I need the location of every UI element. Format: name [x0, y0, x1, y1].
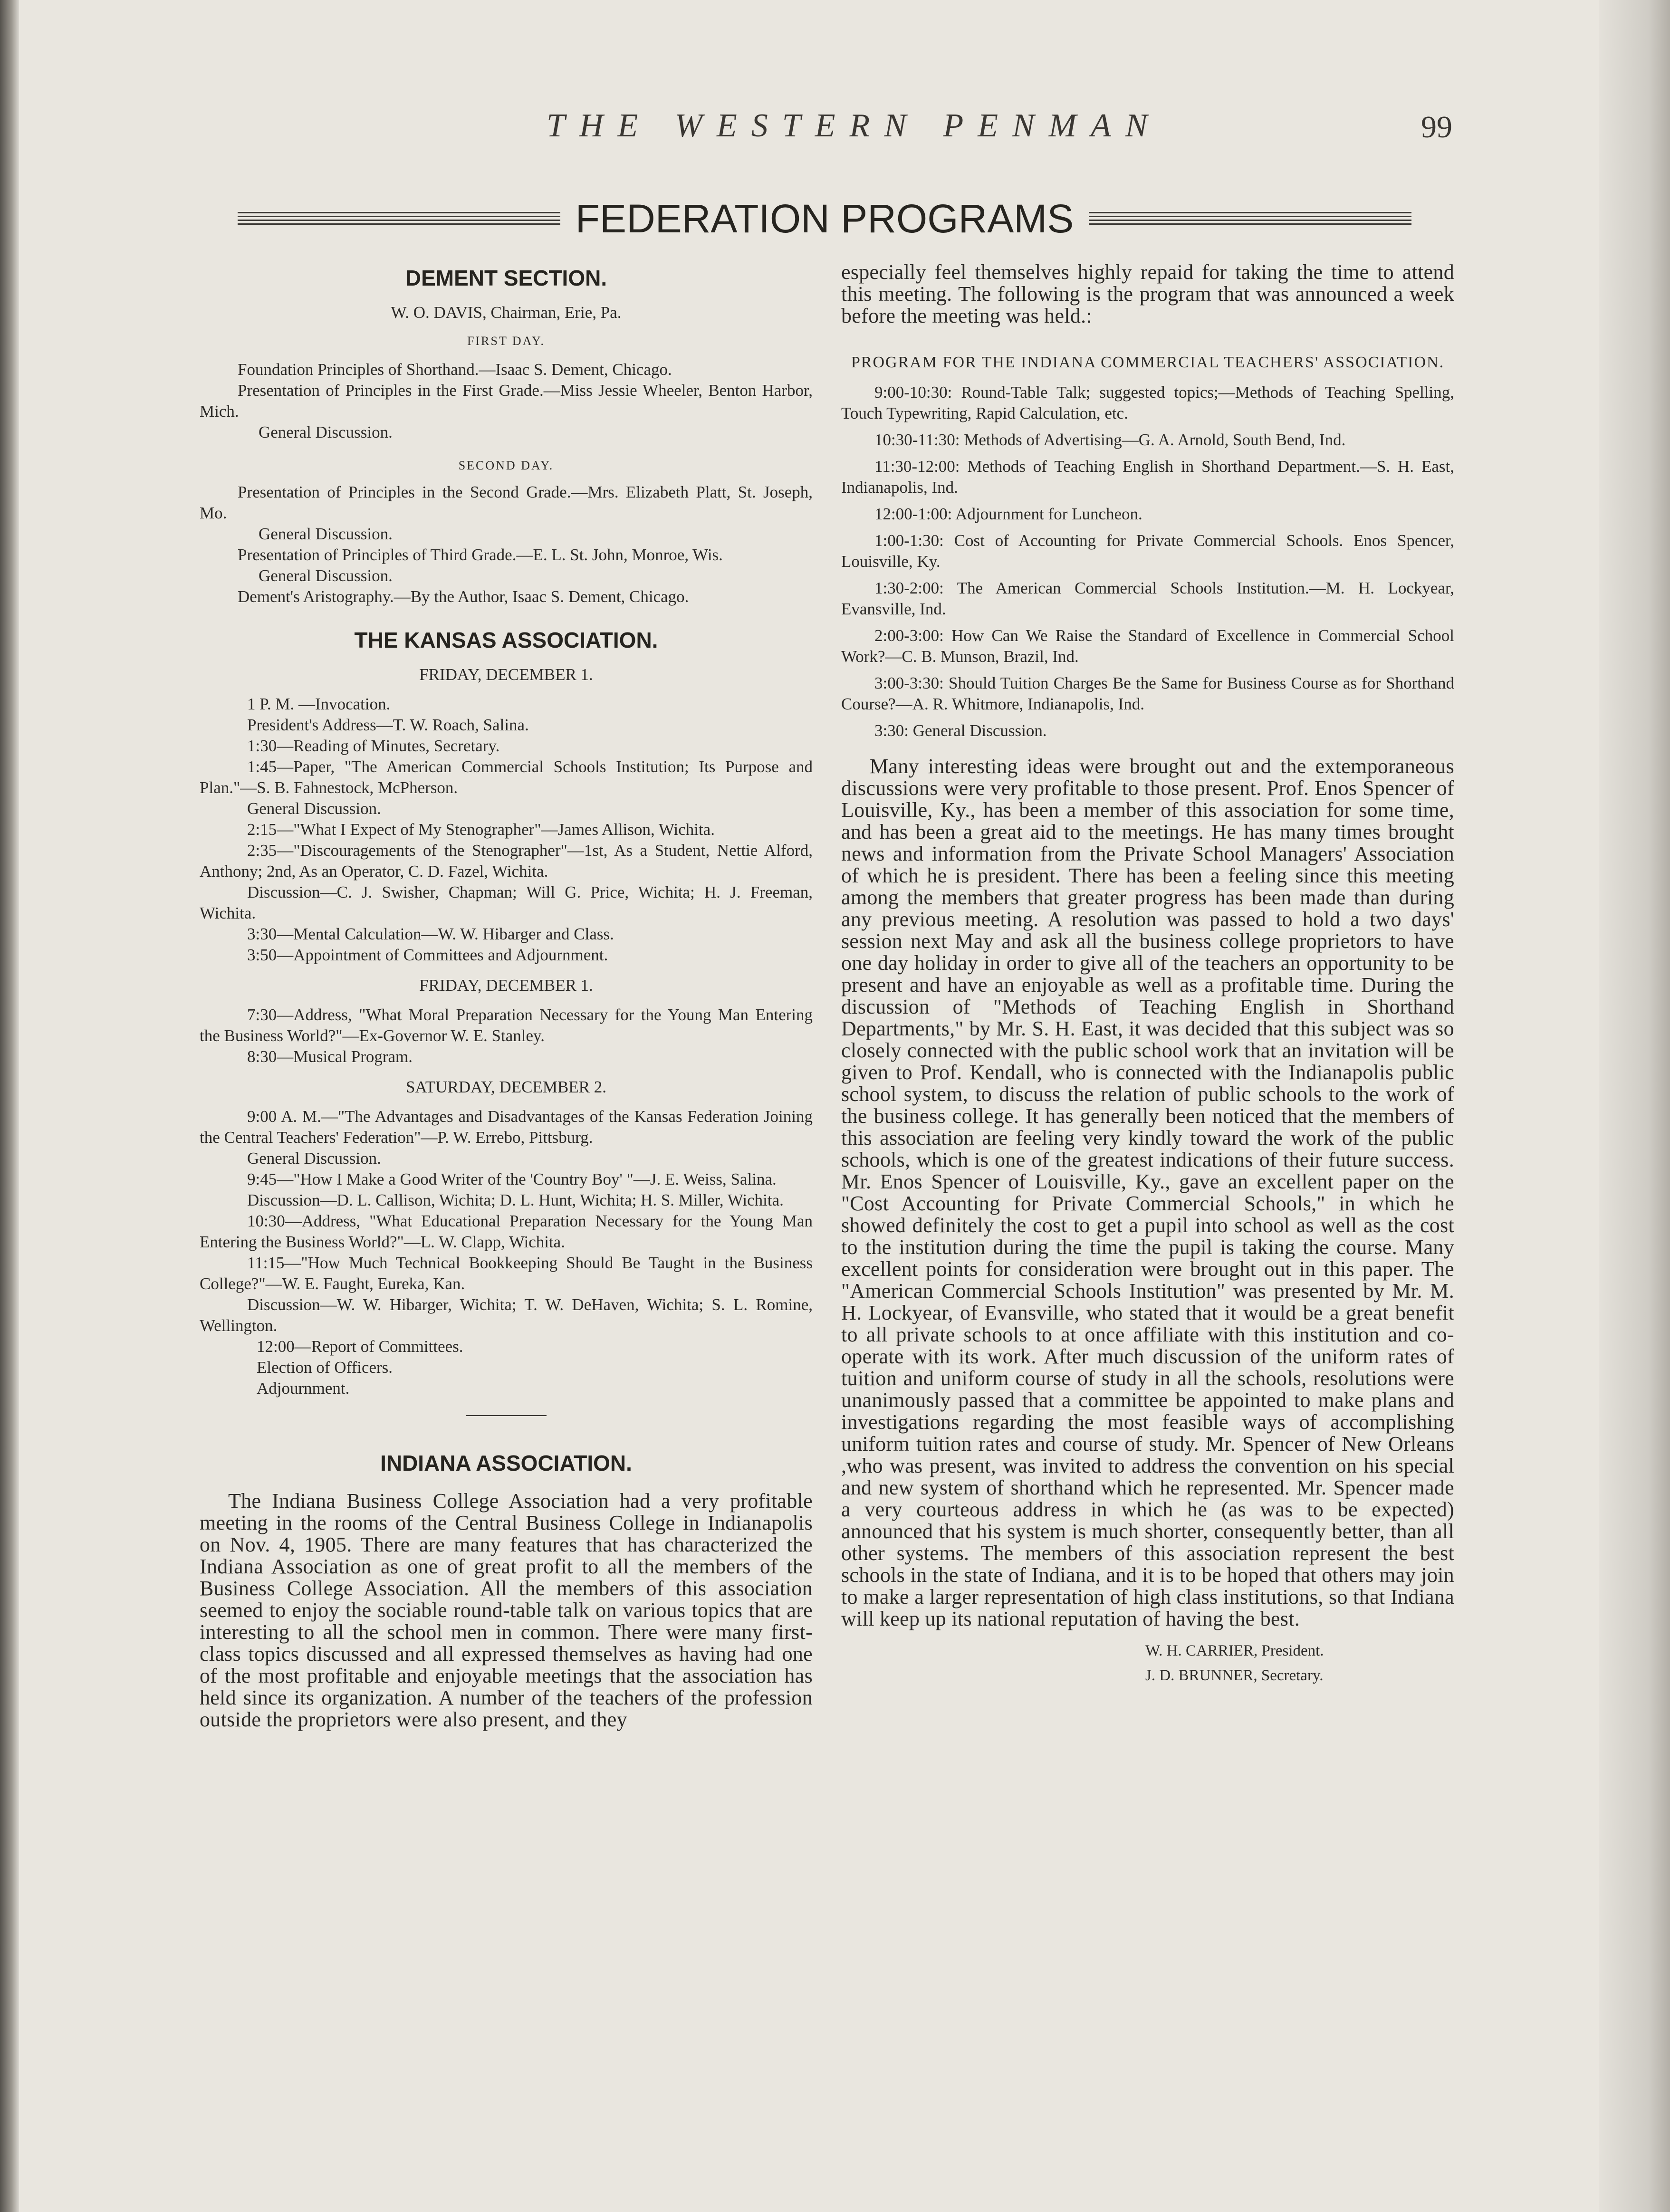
program-line: 3:30—Mental Calculation—W. W. Hibarger and Class.: [247, 925, 614, 943]
program-line: Presentation of Principles of Third Grade.—E. L. St. John, Monroe, Wis.: [238, 546, 723, 564]
program-line: Discussion—C. J. Swisher, Chapman; Will G. Price, Wichita; H. J. Freeman, Wichita.: [200, 883, 813, 922]
program-line: 9:00-10:30: Round-Table Talk; suggested topics;—Methods of Teaching Spelling, Touch Typewriting, Rapid Calculation, etc.: [841, 383, 1454, 422]
program-line: General Discussion.: [259, 525, 393, 543]
kansas-day-heading: FRIDAY, DECEMBER 1.: [419, 976, 593, 995]
kansas-heading: THE KANSAS ASSOCIATION.: [354, 628, 658, 652]
indiana-closing: Many interesting ideas were brought out and the extemporaneous discussions were very profitable to those present. Prof. Enos Spencer of Louisville, Ky., has been a member of this association for some time, and has been a great aid to the meetings. He has many times brought news and information from the Private School Managers' Association of which he is president. There has been a feeling since this meeting among the members that greater progress has been made than during any previous meeting. A resolution was passed to hold a two days' session next May and ask all the business college proprietors to have one day holiday in order to give all of the teachers an opportunity to be present and have an enjoyable as well as a profitable time. During the discussion of "Methods of Teaching English in Shorthand Departments," by Mr. S. H. East, it was decided that this subject was so closely connected with the public school work that an invitation will be given to Prof. Kendall, who is connected with the Indianapolis public school system, to discuss the relation of public schools to the work of the business college. It has generally been noticed that the members of this association are feeling very kindly toward the work of the public schools, which is one of the greatest indications of their future success. Mr. Enos Spencer of Louisville, Ky., gave an excellent paper on the "Cost Accounting for Private Commercial Schools," in which he showed definitely the cost to get a pupil into school as well as the cost to the institution during the time the pupil is taking the course. Many excellent points for consideration were brought out in this paper. The "American Commercial Schools Institution" was presented by Mr. M. H. Lockyear, of Evansville, who stated that it would be a great benefit to all private schools to at once affiliate with this institution and co-operate with its work. After much discussion of the uniform rates of tuition and uniform course of study in all the schools, resolutions were unanimously passed that a committee be appointed to make plans and investigations regarding the most feasible ways of accomplishing uniform tuition rates and course of study. Mr. Spencer of New Orleans ,who was present, was invited to address the convention on his special and new system of shorthand which he represented. Mr. Spencer made a very courteous address in which he (as was to be expected) announced that his system is much shorter, consequently better, than all other systems. The members of this association represent the best schools in the state of Indiana, and it is to be hoped that others may join to make a larger representation of high class institutions, so that Indiana will keep up its national reputation of having the best.: [841, 755, 1454, 1630]
dement-heading: DEMENT SECTION.: [405, 266, 607, 290]
signature-president: W. H. CARRIER, President.: [1145, 1642, 1324, 1659]
main-title-banner: [238, 192, 1411, 245]
program-line: Presentation of Principles in the First Grade.—Miss Jessie Wheeler, Benton Harbor, Mich.: [200, 381, 813, 421]
program-line: 3:30: General Discussion.: [874, 721, 1047, 740]
kansas-day3-list: [200, 1106, 813, 1399]
left-column: [200, 261, 813, 1731]
program-line: 9:45—"How I Make a Good Writer of the 'Country Boy' "—J. E. Weiss, Salina.: [247, 1170, 777, 1188]
program-line: 3:50—Appointment of Committees and Adjournment.: [247, 946, 608, 964]
running-title: THE WESTERN PENMAN: [547, 107, 1162, 144]
program-line: 2:35—"Discouragements of the Stenographer"—1st, As a Student, Nettie Alford, Anthony; 2nd, As an Operator, C. D. Fazel, Wichita.: [200, 841, 813, 881]
program-line: General Discussion.: [259, 423, 393, 441]
program-line: 1:00-1:30: Cost of Accounting for Private Commercial Schools. Enos Spencer, Louisville, Ky.: [841, 531, 1454, 571]
program-line: 12:00—Report of Committees.: [257, 1337, 463, 1356]
kansas-day1-list: [200, 694, 813, 966]
dement-first-day: FIRST DAY.: [467, 334, 545, 348]
indiana-program-list: [841, 382, 1454, 741]
program-line: 3:00-3:30: Should Tuition Charges Be the Same for Business Course as for Shorthand Course?—A. R. Whitmore, Indianapolis, Ind.: [841, 674, 1454, 713]
book-gutter: [0, 0, 19, 2212]
program-line: 12:00-1:00: Adjournment for Luncheon.: [874, 505, 1142, 523]
program-line: 2:00-3:00: How Can We Raise the Standard of Excellence in Commercial School Work?—C. B. Munson, Brazil, Ind.: [841, 626, 1454, 666]
indiana-heading: INDIANA ASSOCIATION.: [380, 1451, 632, 1475]
dement-chairman: W. O. DAVIS, Chairman, Erie, Pa.: [391, 303, 622, 322]
program-line: 1:30-2:00: The American Commercial Schools Institution.—M. H. Lockyear, Evansville, Ind.: [841, 579, 1454, 618]
program-line: 7:30—Address, "What Moral Preparation Necessary for the Young Man Entering the Business World?"—Ex-Governor W. E. Stanley.: [200, 1005, 813, 1045]
program-line: 10:30-11:30: Methods of Advertising—G. A. Arnold, South Bend, Ind.: [874, 431, 1346, 449]
kansas-day2-list: [200, 1005, 813, 1067]
program-line: 1 P. M. —Invocation.: [247, 695, 391, 713]
program-line: Adjournment.: [257, 1379, 350, 1398]
program-line: Dement's Aristography.—By the Author, Isaac S. Dement, Chicago.: [238, 587, 689, 606]
section-divider: [466, 1415, 547, 1416]
program-line: 2:15—"What I Expect of My Stenographer"—James Allison, Wichita.: [247, 820, 715, 839]
program-line: Presentation of Principles in the Second Grade.—Mrs. Elizabeth Platt, St. Joseph, Mo.: [200, 483, 813, 522]
program-line: 1:30—Reading of Minutes, Secretary.: [247, 737, 500, 755]
kansas-day-heading: FRIDAY, DECEMBER 1.: [419, 665, 593, 684]
title-rule-right: [1089, 212, 1411, 225]
page-edge: [1599, 0, 1670, 2212]
program-line: Discussion—W. W. Hibarger, Wichita; T. W. DeHaven, Wichita; S. L. Romine, Wellington.: [200, 1295, 813, 1335]
indiana-intro: The Indiana Business College Association had a very profitable meeting in the rooms of the Central Business College in Indianapolis on Nov. 4, 1905. There are many features that has characterized the Indiana Association as one of great profit to all the members of the Business College Association. All the members of this association seemed to enjoy the sociable round-table talk on various topics that are interesting to all the school men in common. There were many first-class topics discussed and all expressed themselves as having had one of the most profitable and enjoyable meetings that the association has held since its organization. A number of the teachers of the profession outside the proprietors were also present, and they: [200, 1489, 813, 1731]
program-line: Election of Officers.: [257, 1358, 393, 1377]
program-line: 11:15—"How Much Technical Bookkeeping Should Be Taught in the Business College?"—W. E. Faught, Eureka, Kan.: [200, 1254, 813, 1293]
signature-secretary: J. D. BRUNNER, Secretary.: [1145, 1667, 1324, 1684]
indiana-program-title: PROGRAM FOR THE INDIANA COMMERCIAL TEACHERS' ASSOCIATION.: [851, 354, 1445, 371]
program-line: Foundation Principles of Shorthand.—Isaac S. Dement, Chicago.: [238, 360, 672, 379]
dement-second-day: SECOND DAY.: [458, 459, 554, 472]
program-line: 9:00 A. M.—"The Advantages and Disadvantages of the Kansas Federation Joining the Central Teachers' Federation"—P. W. Errebo, Pittsburg.: [200, 1107, 813, 1147]
program-line: 1:45—Paper, "The American Commercial Schools Institution; Its Purpose and Plan."—S. B. Fahnestock, McPherson.: [200, 757, 813, 797]
program-line: General Discussion.: [247, 799, 381, 818]
program-line: President's Address—T. W. Roach, Salina.: [247, 716, 529, 734]
page-title: FEDERATION PROGRAMS: [575, 196, 1074, 241]
page-number: 99: [1421, 110, 1452, 144]
program-line: 8:30—Musical Program.: [247, 1047, 413, 1066]
kansas-day-heading: SATURDAY, DECEMBER 2.: [405, 1078, 607, 1096]
right-column: [841, 261, 1454, 1688]
program-line: General Discussion.: [259, 566, 393, 585]
program-line: Discussion—D. L. Callison, Wichita; D. L. Hunt, Wichita; H. S. Miller, Wichita.: [247, 1191, 784, 1209]
title-rule-left: [238, 212, 560, 225]
program-line: General Discussion.: [247, 1149, 381, 1168]
program-line: 11:30-12:00: Methods of Teaching English in Shorthand Department.—S. H. East, Indianapolis, Ind.: [841, 457, 1454, 497]
program-line: 10:30—Address, "What Educational Preparation Necessary for the Young Man Entering the Business World?"—L. W. Clapp, Wichita.: [200, 1212, 813, 1251]
indiana-intro-continued: especially feel themselves highly repaid for taking the time to attend this meeting. The following is the program that was announced a week before the meeting was held.:: [841, 260, 1454, 327]
